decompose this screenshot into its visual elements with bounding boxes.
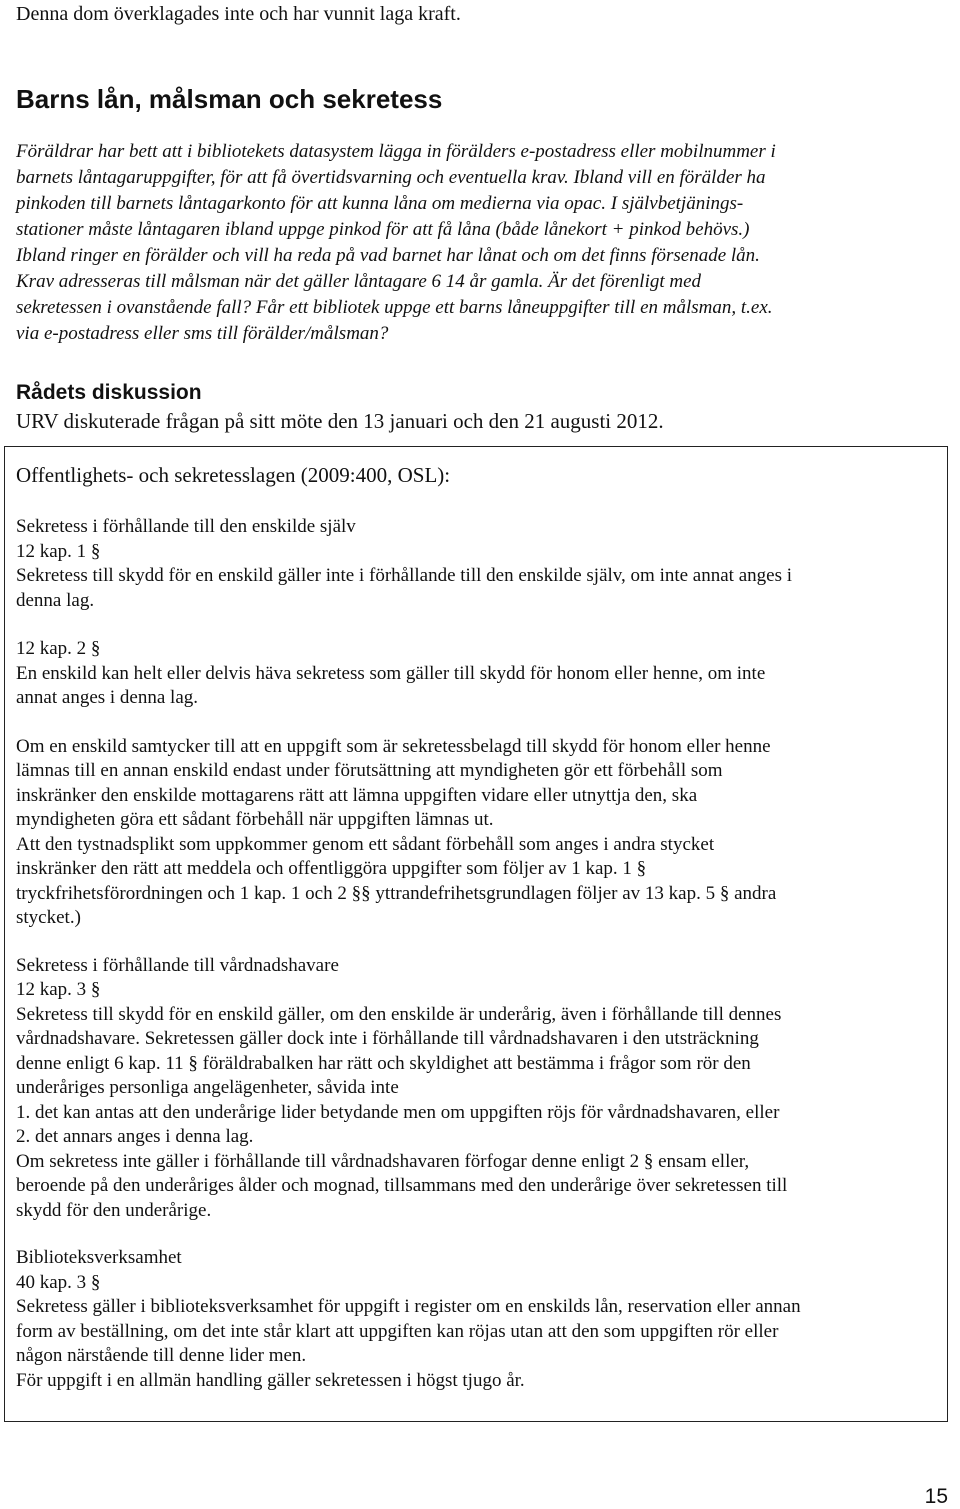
discussion-text: URV diskuterade frågan på sitt möte den 13 januari och den 21 augusti 2012. (16, 409, 664, 433)
question-paragraph (16, 139, 946, 347)
law-text-line: denne enligt 6 kap. 11 § föräldrabalken har rätt och skyldighet att bestämma i frågor som rör den (16, 1052, 751, 1074)
spacer (16, 931, 941, 954)
law-text-line: stycket.) (16, 907, 81, 928)
law-text-line: tryckfrihetsförordningen och 1 kap. 1 och 2 §§ yttrandefrihetsgrundlagen följer av 13 kap. 5 § andra (16, 882, 777, 904)
law-text-line: lämnas till en annan enskild endast under förutsättning att myndigheten gör ett förbehåll som (16, 760, 723, 781)
law-text-line: 1. det kan antas att den underårige lider betydande men om uppgiften röjs för vårdnadshavaren, eller (16, 1101, 780, 1123)
discussion-heading: Rådets diskussion (16, 381, 202, 404)
question-line: via e-postadress eller sms till förälder/målsman? (16, 323, 389, 344)
section-heading: Sekretess i förhållande till vårdnadshavare (16, 954, 339, 976)
question-line: Föräldrar har bett att i bibliotekets datasystem lägga in förälders e-postadress eller mobilnummer i (16, 141, 776, 162)
law-text-line: Om sekretess inte gäller i förhållande till vårdnadshavaren förfogar denne enligt 2 § ensam eller, (16, 1150, 750, 1172)
section-reference: 12 kap. 3 § (16, 979, 101, 1000)
spacer (16, 711, 941, 735)
law-text-line: form av beställning, om det inte står klart att uppgiften kan röjas utan att den som uppgiften rör eller (16, 1320, 779, 1342)
question-line: pinkoden till barnets låntagarkonto för att kunna låna om medierna via opac. I självbetjänings- (16, 193, 744, 214)
law-text-line: annat anges i denna lag. (16, 687, 199, 708)
law-text-line: underåriges personliga angelägenheter, såvida inte (16, 1077, 399, 1098)
law-excerpt-box (4, 446, 948, 1422)
law-text-line: Sekretess till skydd för en enskild gäller, om den enskilde är underårig, även i förhållande till dennes (16, 1003, 782, 1025)
law-text-line: För uppgift i en allmän handling gäller sekretessen i högst tjugo år. (16, 1369, 525, 1391)
law-text-line: beroende på den underåriges ålder och mognad, tillsammans med den underårige över sekretessen till (16, 1175, 788, 1196)
question-line: barnets låntagaruppgifter, för att få övertidsvarning och eventuella krav. Ibland vill en förälder ha (16, 167, 766, 188)
spacer (16, 613, 941, 637)
page-number: 15 (924, 1485, 948, 1508)
section-title: Barns lån, målsman och sekretess (16, 84, 443, 114)
spacer (16, 1223, 941, 1246)
law-text-line: 2. det annars anges i denna lag. (16, 1126, 254, 1147)
law-text-line: Sekretess till skydd för en enskild gäller inte i förhållande till den enskilde själv, om inte annat anges i (16, 565, 792, 586)
law-text-line: Sekretess gäller i biblioteksverksamhet för uppgift i register om en enskilds lån, reservation eller annan (16, 1296, 801, 1317)
appeal-status-note: Denna dom överklagades inte och har vunnit laga kraft. (16, 3, 461, 25)
law-text-line: inskränker den rätt att meddela och offentliggöra uppgifter som följer av 1 kap. 1 § (16, 858, 647, 879)
law-text-line: En enskild kan helt eller delvis häva sekretess som gäller till skydd för honom eller henne, om inte (16, 662, 766, 684)
law-text-line: någon närstående till denne lider men. (16, 1345, 307, 1366)
section-reference: 40 kap. 3 § (16, 1271, 101, 1293)
law-text-line: vårdnadshavare. Sekretessen gäller dock inte i förhållande till vårdnadshavaren i den utsträckning (16, 1028, 759, 1049)
law-text-line: Att den tystnadsplikt som uppkommer genom ett sådant förbehåll som anges i andra stycket (16, 833, 715, 855)
section-heading: Sekretess i förhållande till den enskilde själv (16, 516, 356, 537)
question-line: sekretessen i ovanstående fall? Får ett bibliotek uppge ett barns låneuppgifter till en målsman, t.ex. (16, 297, 773, 318)
question-line: stationer måste låntagaren ibland uppge pinkod för att få låna (både lånekort + pinkod behövs.) (16, 219, 750, 240)
law-text-line: inskränker den enskilde mottagarens rätt att lämna uppgiften vidare eller utnyttja den, ska (16, 784, 698, 806)
law-text-line: myndigheten göra ett sådant förbehåll när uppgiften lämnas ut. (16, 809, 494, 830)
section-reference: 12 kap. 1 § (16, 540, 101, 562)
law-title: Offentlighets- och sekretesslagen (2009:400, OSL): (16, 463, 451, 487)
question-line: Krav adresseras till målsman när det gäller låntagare 6 14 år gamla. Är det förenligt med (16, 271, 702, 292)
question-line: Ibland ringer en förälder och vill ha reda på vad barnet har lånat och om det finns försenade lån. (16, 245, 760, 266)
law-excerpt-content (16, 461, 941, 1393)
law-text-line: Om en enskild samtycker till att en uppgift som är sekretessbelagd till skydd för honom eller henne (16, 735, 771, 757)
spacer (16, 489, 941, 515)
section-reference: 12 kap. 2 § (16, 638, 101, 659)
law-text-line: skydd för den underårige. (16, 1199, 212, 1221)
section-heading: Biblioteksverksamhet (16, 1247, 182, 1268)
law-text-line: denna lag. (16, 589, 95, 611)
